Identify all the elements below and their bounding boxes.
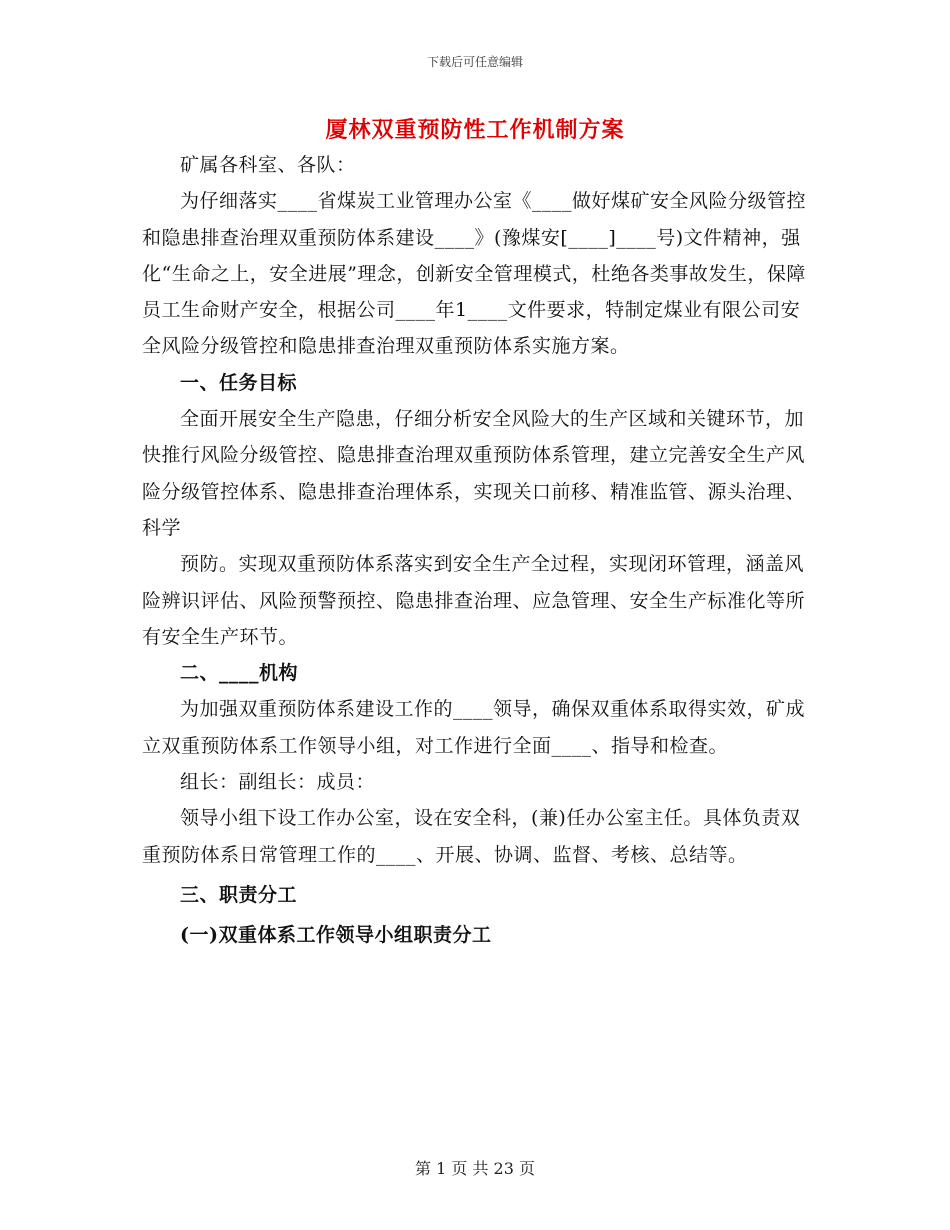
paragraph-intro: 为仔细落实____省煤炭工业管理办公室《____做好煤矿安全风险分级管控和隐患排查治理双重预防体系建设____》(豫煤安[____]____号)文件精神，强化“生命之上，安全进展”理念，创新安全管理模式，杜绝各类事故发生，保障员工生命财产安全，根据公司____年1____文件要求，特制定煤业有限公司安全风险分级管控和隐患排查治理双重预防体系实施方案。 bbox=[142, 190, 807, 358]
document-body bbox=[142, 147, 812, 954]
document-title: 厦林双重预防性工作机制方案 bbox=[325, 117, 625, 143]
section-heading-2: 二、____机构 bbox=[180, 662, 299, 685]
page-footer: 第 1 页 共 23 页 bbox=[415, 1159, 535, 1178]
paragraph-goal-1: 全面开展安全生产隐患，仔细分析安全风险大的生产区域和关键环节，加快推行风险分级管控、隐患排查治理双重预防体系管理，建立完善安全生产风险分级管控体系、隐患排查治理体系，实现关口前移、精准监管、源头治理、科学 bbox=[142, 408, 806, 539]
paragraph-org-1: 为加强双重预防体系建设工作的____领导，确保双重体系取得实效，矿成立双重预防体系工作领导小组，对工作进行全面____、指导和检查。 bbox=[142, 698, 806, 757]
subsection-heading-1: (一)双重体系工作领导小组职责分工 bbox=[180, 924, 492, 947]
paragraph-org-2: 领导小组下设工作办公室，设在安全科，(兼)任办公室主任。具体负责双重预防体系日常管理工作的____、开展、协调、监督、考核、总结等。 bbox=[142, 807, 801, 866]
salutation: 矿属各科室、各队： bbox=[180, 154, 356, 176]
section-heading-3: 三、职责分工 bbox=[180, 883, 298, 906]
paragraph-members: 组长：副组长：成员： bbox=[180, 771, 376, 794]
header-note: 下载后可任意编辑 bbox=[426, 55, 523, 69]
paragraph-goal-2: 预防。实现双重预防体系落实到安全生产全过程，实现闭环管理，涵盖风险辨识评估、风险预警预控、隐患排查治理、应急管理、安全生产标准化等所有安全生产环节。 bbox=[142, 553, 806, 648]
section-heading-1: 一、任务目标 bbox=[180, 371, 298, 394]
